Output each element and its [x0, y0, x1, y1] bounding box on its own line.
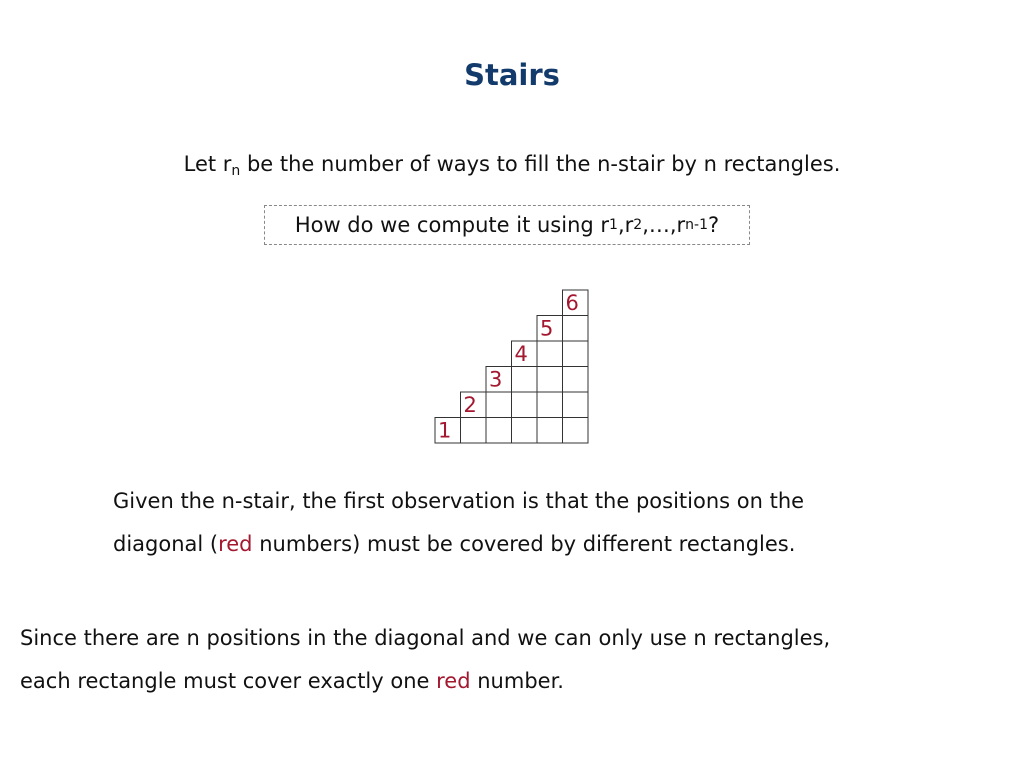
observation-red-word: red [218, 532, 253, 556]
stair-cell [537, 367, 563, 393]
stair-cell [512, 367, 538, 393]
question-end: ? [708, 213, 720, 237]
diagonal-label: 4 [514, 342, 528, 366]
diagonal-label: 3 [489, 367, 503, 392]
observation-line-1: Given the n-stair, the first observation is that the positions on the [113, 489, 805, 513]
question-box: How do we compute it using r 1 ,r 2 ,…,r n-1 ? [264, 205, 750, 245]
question-sep-2: ,…,r [642, 213, 686, 237]
stair-cell [512, 392, 538, 418]
intro-subscript: n [231, 163, 241, 179]
stair-cell [512, 418, 538, 444]
stair-cell [537, 341, 563, 367]
observation-before: diagonal ( [113, 532, 219, 556]
diagonal-label: 5 [540, 316, 554, 341]
stair-cell [563, 392, 589, 418]
stair-cell [563, 316, 589, 342]
observation-line-2 [113, 532, 795, 557]
stair-cell [537, 418, 563, 444]
stair-cell [563, 418, 589, 444]
stair-cell [563, 367, 589, 393]
stair-cell [486, 392, 512, 418]
conclusion-red-word: red [436, 669, 471, 693]
intro-after: be the number of ways to fill the n-stair by n rectangles. [240, 152, 841, 176]
question-sep-1: ,r [617, 213, 634, 237]
observation-after: numbers) must be covered by different rectangles. [252, 532, 796, 556]
stair-cell [537, 392, 563, 418]
stair-cell [461, 418, 487, 444]
page-title: Stairs [464, 58, 560, 92]
diagonal-label: 1 [438, 418, 452, 443]
stair-cell [563, 341, 589, 367]
conclusion-before: each rectangle must cover exactly one [20, 669, 437, 693]
diagonal-label: 6 [565, 291, 579, 315]
conclusion-line-1: Since there are n positions in the diagonal and we can only use n rectangles, [20, 626, 831, 650]
conclusion-after: number. [470, 669, 564, 693]
diagonal-label: 2 [463, 393, 477, 417]
stair-cell [486, 418, 512, 444]
question-text: How do we compute it using r [294, 213, 610, 237]
conclusion-line-2 [20, 669, 564, 694]
intro-before: Let r [183, 152, 232, 176]
